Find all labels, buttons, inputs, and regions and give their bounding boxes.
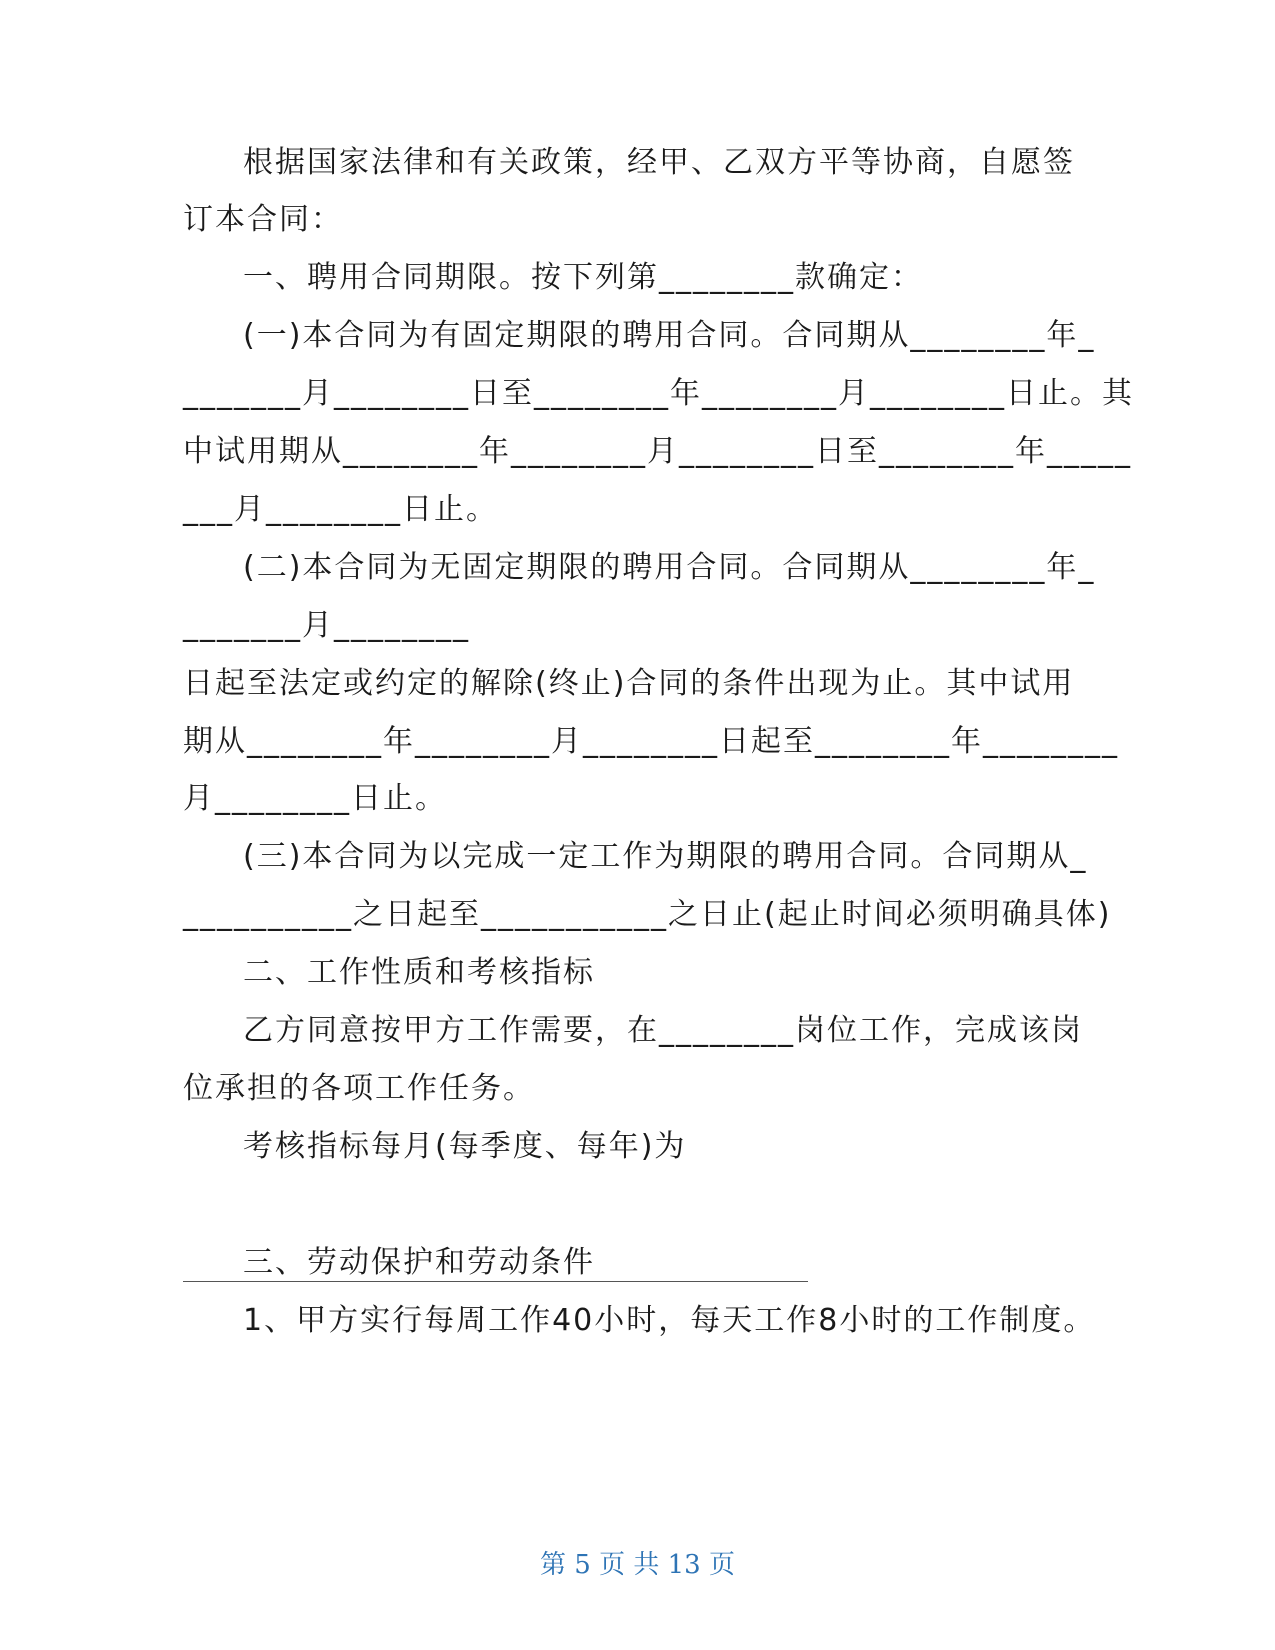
page-number-footer: 第 5 页 共 13 页 (540, 1550, 735, 1580)
clause-2-line-5: 月________日止。 (183, 781, 447, 816)
clause-2-line-1: (二)本合同为无固定期限的聘用合同。合同期从________年_ (243, 550, 1096, 585)
paragraph-intro-line-2: 订本合同： (183, 202, 343, 237)
clause-2-line-4: 期从________年________月________日起至________年________ (183, 724, 1119, 759)
section-1-heading: 一、聘用合同期限。按下列第________款确定： (243, 260, 923, 295)
paragraph-intro-line-1: 根据国家法律和有关政策，经甲、乙双方平等协商，自愿签 (243, 145, 1075, 180)
section-3-item-1: 1、甲方实行每周工作40小时，每天工作8小时的工作制度。 (243, 1303, 1096, 1338)
section-2-heading: 二、工作性质和考核指标 (243, 955, 595, 990)
clause-1-line-3: 中试用期从________年________月________日至________年_____ (183, 434, 1132, 469)
section-2-paragraph-line-1: 乙方同意按甲方工作需要，在________岗位工作，完成该岗 (243, 1013, 1083, 1048)
section-3-heading: 三、劳动保护和劳动条件 (243, 1245, 595, 1280)
clause-1-line-4: ___月________日止。 (183, 492, 498, 527)
clause-2-line-2: _______月________ (183, 608, 470, 643)
clause-3-line-1: (三)本合同为以完成一定工作为期限的聘用合同。合同期从_ (243, 839, 1088, 874)
section-2-paragraph-line-2: 位承担的各项工作任务。 (183, 1071, 535, 1106)
clause-3-line-2: __________之日起至___________之日止(起止时间必须明确具体) (183, 897, 1112, 932)
clause-1-line-1: (一)本合同为有固定期限的聘用合同。合同期从________年_ (243, 318, 1096, 353)
clause-1-line-2: _______月________日至________年________月________日止。其 (183, 376, 1134, 411)
clause-2-line-3: 日起至法定或约定的解除(终止)合同的条件出现为止。其中试用 (183, 666, 1075, 701)
assessment-line: 考核指标每月(每季度、每年)为 (243, 1129, 687, 1164)
